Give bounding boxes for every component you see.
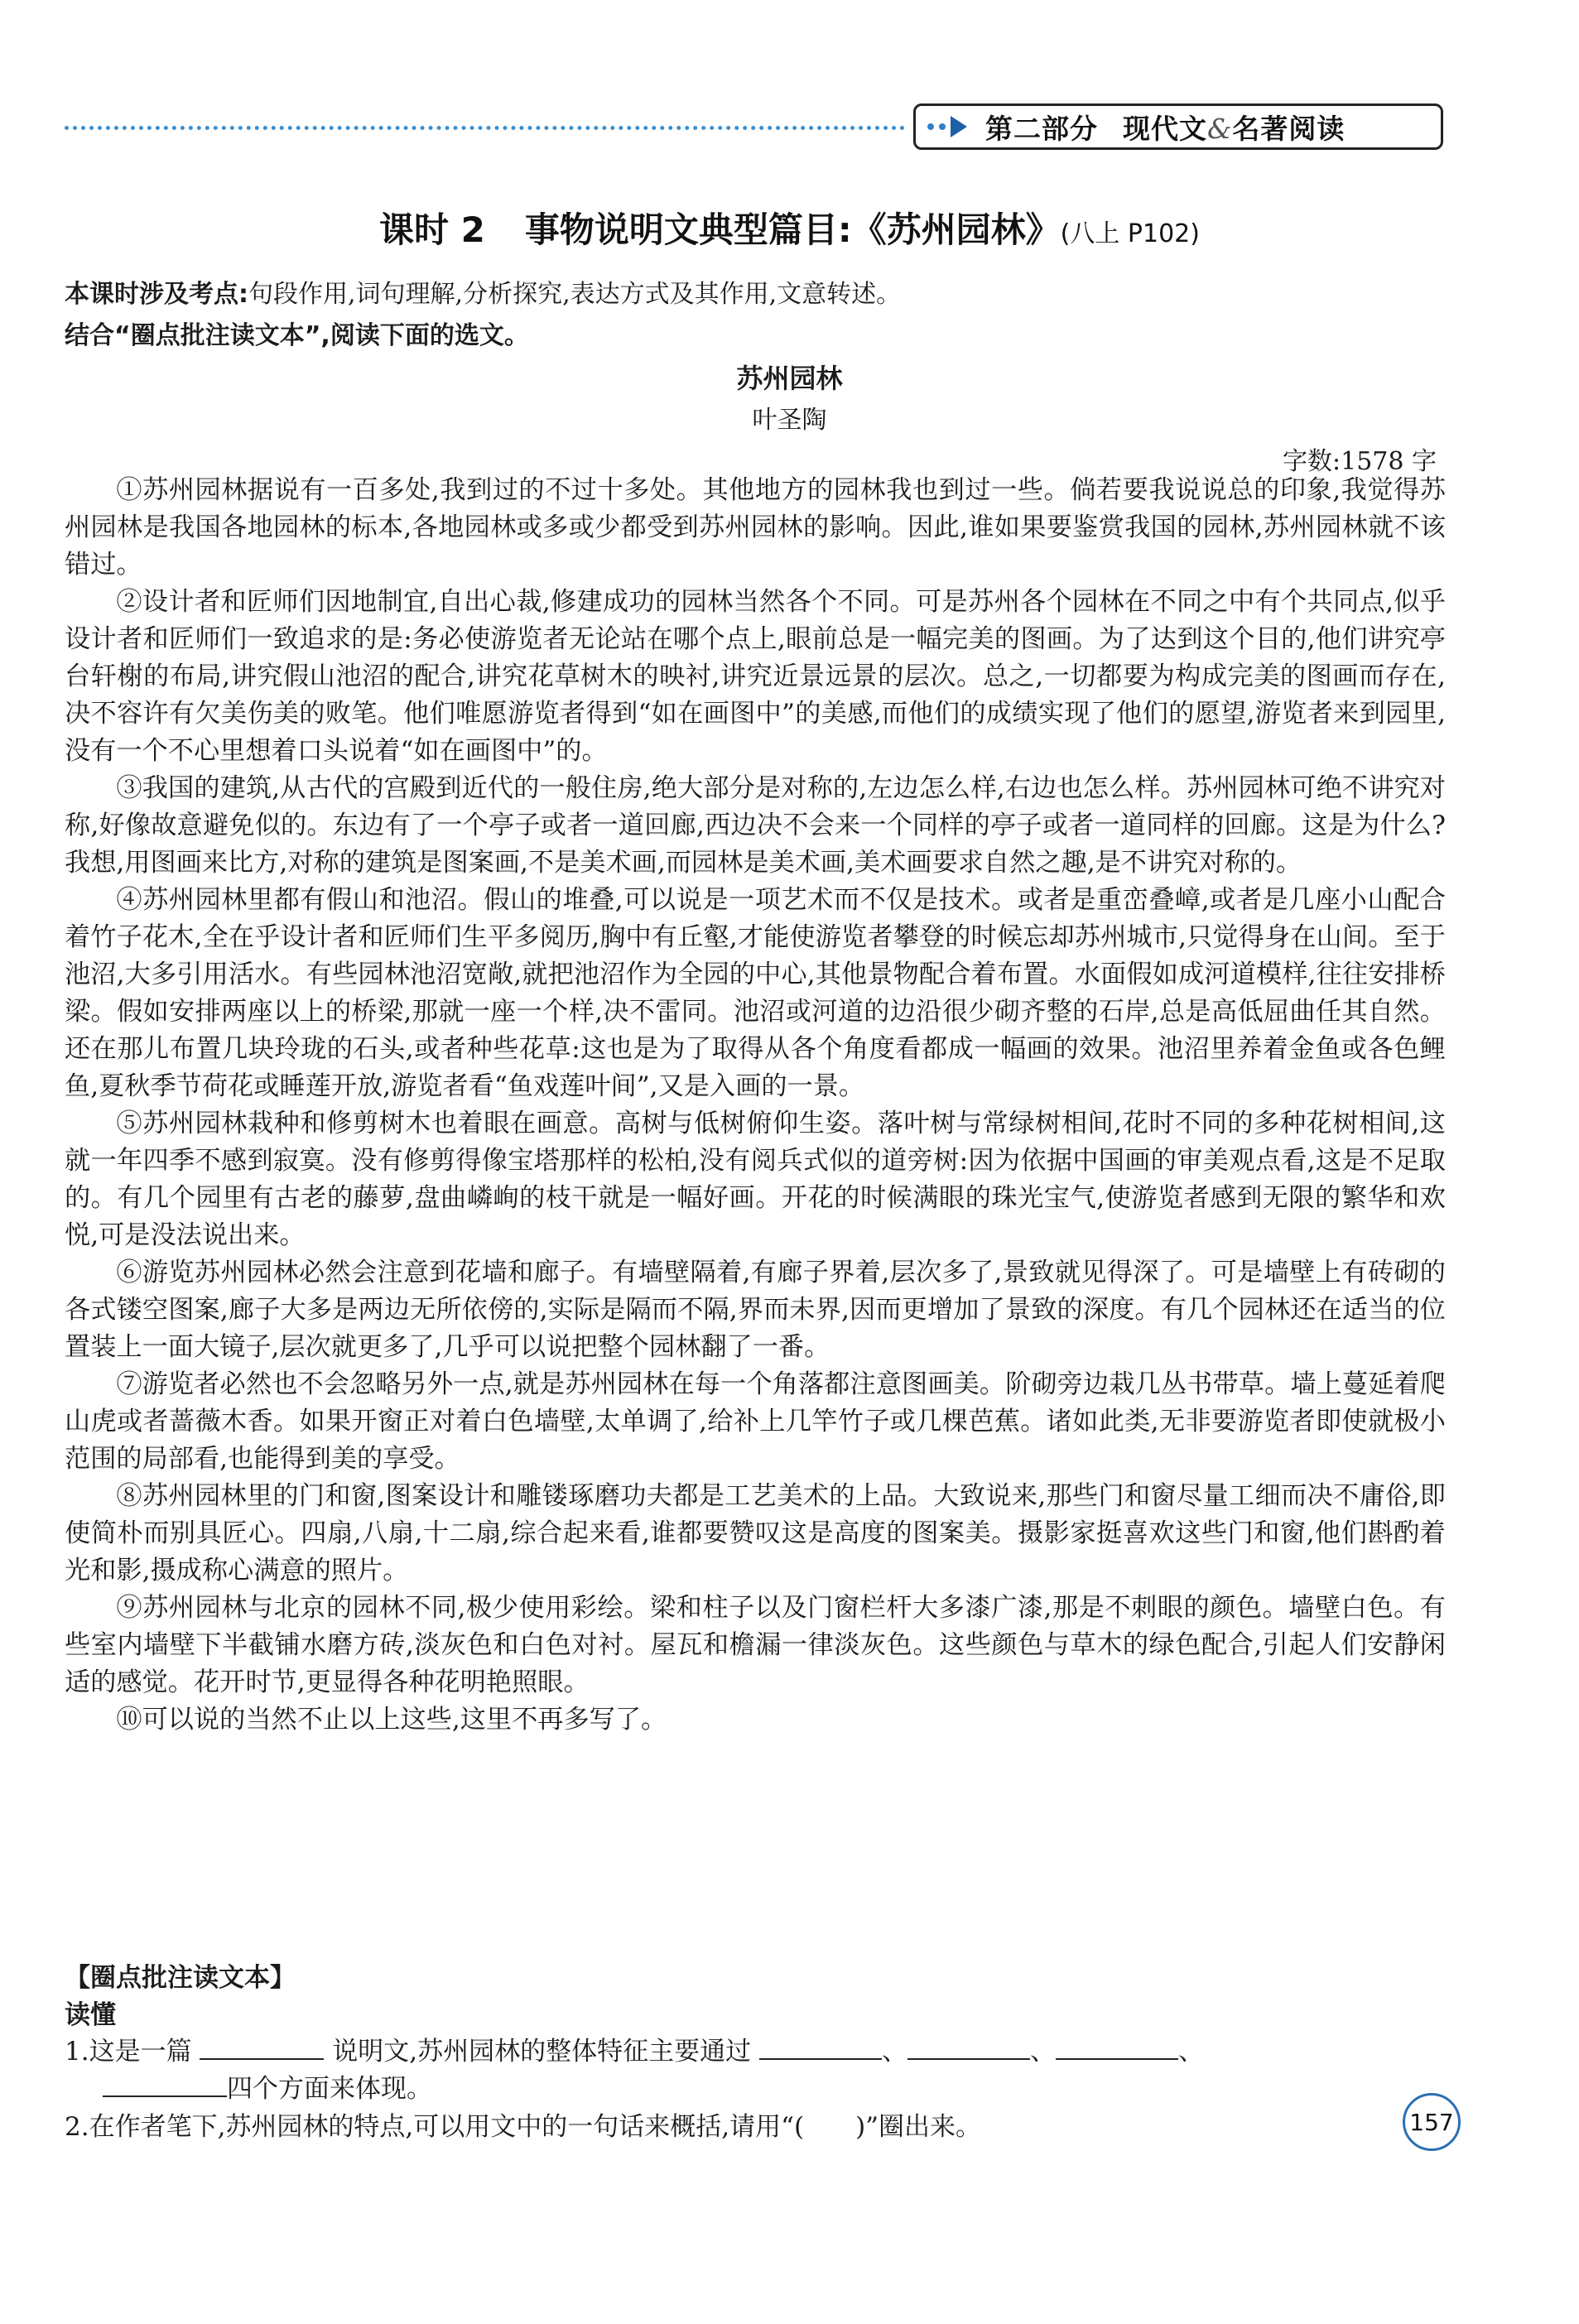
dots-icon <box>927 123 946 130</box>
lesson-heading: 事物说明文典型篇目:《苏州园林》 <box>524 209 1061 250</box>
header-dotted-rule <box>65 126 905 130</box>
section-header-tab <box>913 103 1443 150</box>
question-1-continued <box>103 2067 432 2105</box>
answer-blank[interactable] <box>200 2033 324 2060</box>
q1-middle: 说明文,苏州园林的整体特征主要通过 <box>332 2037 752 2067</box>
q1-prefix: 1.这是一篇 <box>65 2037 192 2067</box>
section-tail: 名著阅读 <box>1232 112 1346 145</box>
textbook-reference: (八上 P102) <box>1060 219 1200 248</box>
q1-suffix: 四个方面来体现。 <box>227 2074 432 2104</box>
paragraph: ⑩可以说的当然不止以上这些,这里不再多写了。 <box>116 1705 667 1735</box>
essay-body <box>65 472 1446 1739</box>
paragraph: ①苏州园林据说有一百多处,我到过的不过十多处。其他地方的园林我也到过一些。倘若要我说说总的印象,我觉得苏州园林是我国各地园林的标本,各地园林或多或少都受到苏州园林的影响。因此,谁如果要鉴赏我国的园林,苏州园林就不该错过。 <box>65 475 1446 580</box>
q1-separator: 、 <box>882 2037 908 2067</box>
lesson-number: 课时 2 <box>379 209 485 250</box>
answer-blank[interactable] <box>759 2033 882 2060</box>
essay-title: 苏州园林 <box>736 363 843 394</box>
exam-points-label: 本课时涉及考点: <box>65 280 248 309</box>
answer-blank[interactable] <box>103 2071 227 2097</box>
paragraph: ③我国的建筑,从古代的宫殿到近代的一般住房,绝大部分是对称的,左边怎么样,右边也怎么样。苏州园林可绝不讲究对称,好像故意避免似的。东边有了一个亭子或者一道回廊,西边决不会来一个同样的亭子或者一道同样的回廊。这是为什么?我想,用图画来比方,对称的建筑是图案画,不是美术画,而园林是美术画,美术画要求自然之趣,是不讲究对称的。 <box>65 773 1446 878</box>
annotation-subhead: 读懂 <box>65 2000 116 2030</box>
word-count: 字数:1578 字 <box>1283 447 1437 476</box>
q1-separator: 、 <box>1030 2037 1057 2067</box>
paragraph: ⑤苏州园林栽种和修剪树木也着眼在画意。高树与低树俯仰生姿。落叶树与常绿树相间,花时不同的多种花树相间,这就一年四季不感到寂寞。没有修剪得像宝塔那样的松柏,没有阅兵式似的道旁树:因为依据中国画的审美观点看,这是不足取的。有几个园里有古老的藤萝,盘曲嶙峋的枝干就是一幅好画。开花的时候满眼的珠光宝气,使游览者感到无限的繁华和欢悦,可是没法说出来。 <box>65 1109 1446 1250</box>
paragraph: ⑥游览苏州园林必然会注意到花墙和廊子。有墙壁隔着,有廊子界着,层次多了,景致就见得深了。可是墙壁上有砖砌的各式镂空图案,廊子大多是两边无所依傍的,实际是隔而不隔,界而未界,因而更增加了景致的深度。有几个园林还在适当的位置装上一面大镜子,层次就更多了,几乎可以说把整个园林翻了一番。 <box>65 1258 1446 1362</box>
page-number: 157 <box>1403 2093 1461 2151</box>
annotation-section-label: 【圈点批注读文本】 <box>65 1963 296 1993</box>
q1-separator: 、 <box>1178 2037 1205 2067</box>
answer-blank[interactable] <box>1056 2033 1178 2060</box>
section-part: 第二部分 <box>985 112 1098 145</box>
paragraph: ⑨苏州园林与北京的园林不同,极少使用彩绘。梁和柱子以及门窗栏杆大多漆广漆,那是不刺眼的颜色。墙壁白色。有些室内墙壁下半截铺水磨方砖,淡灰色和白色对衬。屋瓦和檐漏一律淡灰色。这些颜色与草木的绿色配合,引起人们安静闲适的感觉。花开时节,更显得各种花明艳照眼。 <box>65 1593 1446 1697</box>
paragraph: ④苏州园林里都有假山和池沼。假山的堆叠,可以说是一项艺术而不仅是技术。或者是重峦叠嶂,或者是几座小山配合着竹子花木,全在乎设计者和匠师们生平多阅历,胸中有丘壑,才能使游览者攀登的时候忘却苏州城市,只觉得身在山间。至于池沼,大多引用活水。有些园林池沼宽敞,就把池沼作为全园的中心,其他景物配合着布置。水面假如成河道模样,往往安排桥梁。假如安排两座以上的桥梁,那就一座一个样,决不雷同。池沼或河道的边沿很少砌齐整的石岸,总是高低屈曲任其自然。还在那儿布置几块玲珑的石头,或者种些花草:这也是为了取得从各个角度看都成一幅画的效果。池沼里养着金鱼或各色鲤鱼,夏秋季节荷花或睡莲开放,游览者看“鱼戏莲叶间”,又是入画的一景。 <box>65 885 1446 1101</box>
paragraph: ②设计者和匠师们因地制宜,自出心裁,修建成功的园林当然各个不同。可是苏州各个园林在不同之中有个共同点,似乎设计者和匠师们一致追求的是:务必使游览者无论站在哪个点上,眼前总是一幅完美的图画。为了达到这个目的,他们讲究亭台轩榭的布局,讲究假山池沼的配合,讲究花草树木的映衬,讲究近景远景的层次。总之,一切都要为构成完美的图画而存在,决不容许有欠美伤美的败笔。他们唯愿游览者得到“如在画图中”的美感,而他们的成绩实现了他们的愿望,游览者来到园里,没有一个不心里想着口头说着“如在画图中”的。 <box>65 587 1446 766</box>
exam-points <box>65 273 901 310</box>
lesson-title <box>0 203 1579 253</box>
arrow-right-icon <box>951 116 967 137</box>
exam-points-text: 句段作用,词句理解,分析探究,表达方式及其作用,文意转述。 <box>248 280 902 309</box>
question-1 <box>65 2030 1204 2067</box>
paragraph: ⑦游览者必然也不会忽略另外一点,就是苏州园林在每一个角落都注意图画美。阶砌旁边栽几丛书带草。墙上蔓延着爬山虎或者蔷薇木香。如果开窗正对着白色墙壁,太单调了,给补上几竿竹子或几棵芭蕉。诸如此类,无非要游览者即使就极小范围的局部看,也能得到美的享受。 <box>65 1369 1446 1474</box>
essay-author: 叶圣陶 <box>752 406 827 435</box>
answer-blank[interactable] <box>907 2033 1030 2060</box>
section-name: 现代文 <box>1123 112 1207 145</box>
section-header-text <box>985 108 1345 147</box>
paragraph: ⑧苏州园林里的门和窗,图案设计和雕镂琢磨功夫都是工艺美术的上品。大致说来,那些门和窗尽量工细而决不庸俗,即使简朴而别具匠心。四扇,八扇,十二扇,综合起来看,谁都要赞叹这是高度的图案美。摄影家挺喜欢这些门和窗,他们斟酌着光和影,摄成称心满意的照片。 <box>65 1481 1446 1585</box>
question-2: 2.在作者笔下,苏州园林的特点,可以用文中的一句话来概括,请用“( )”圈出来。 <box>65 2112 982 2142</box>
amp-symbol: & <box>1207 112 1233 145</box>
reading-instruction: 结合“圈点批注读文本”,阅读下面的选文。 <box>65 321 529 350</box>
